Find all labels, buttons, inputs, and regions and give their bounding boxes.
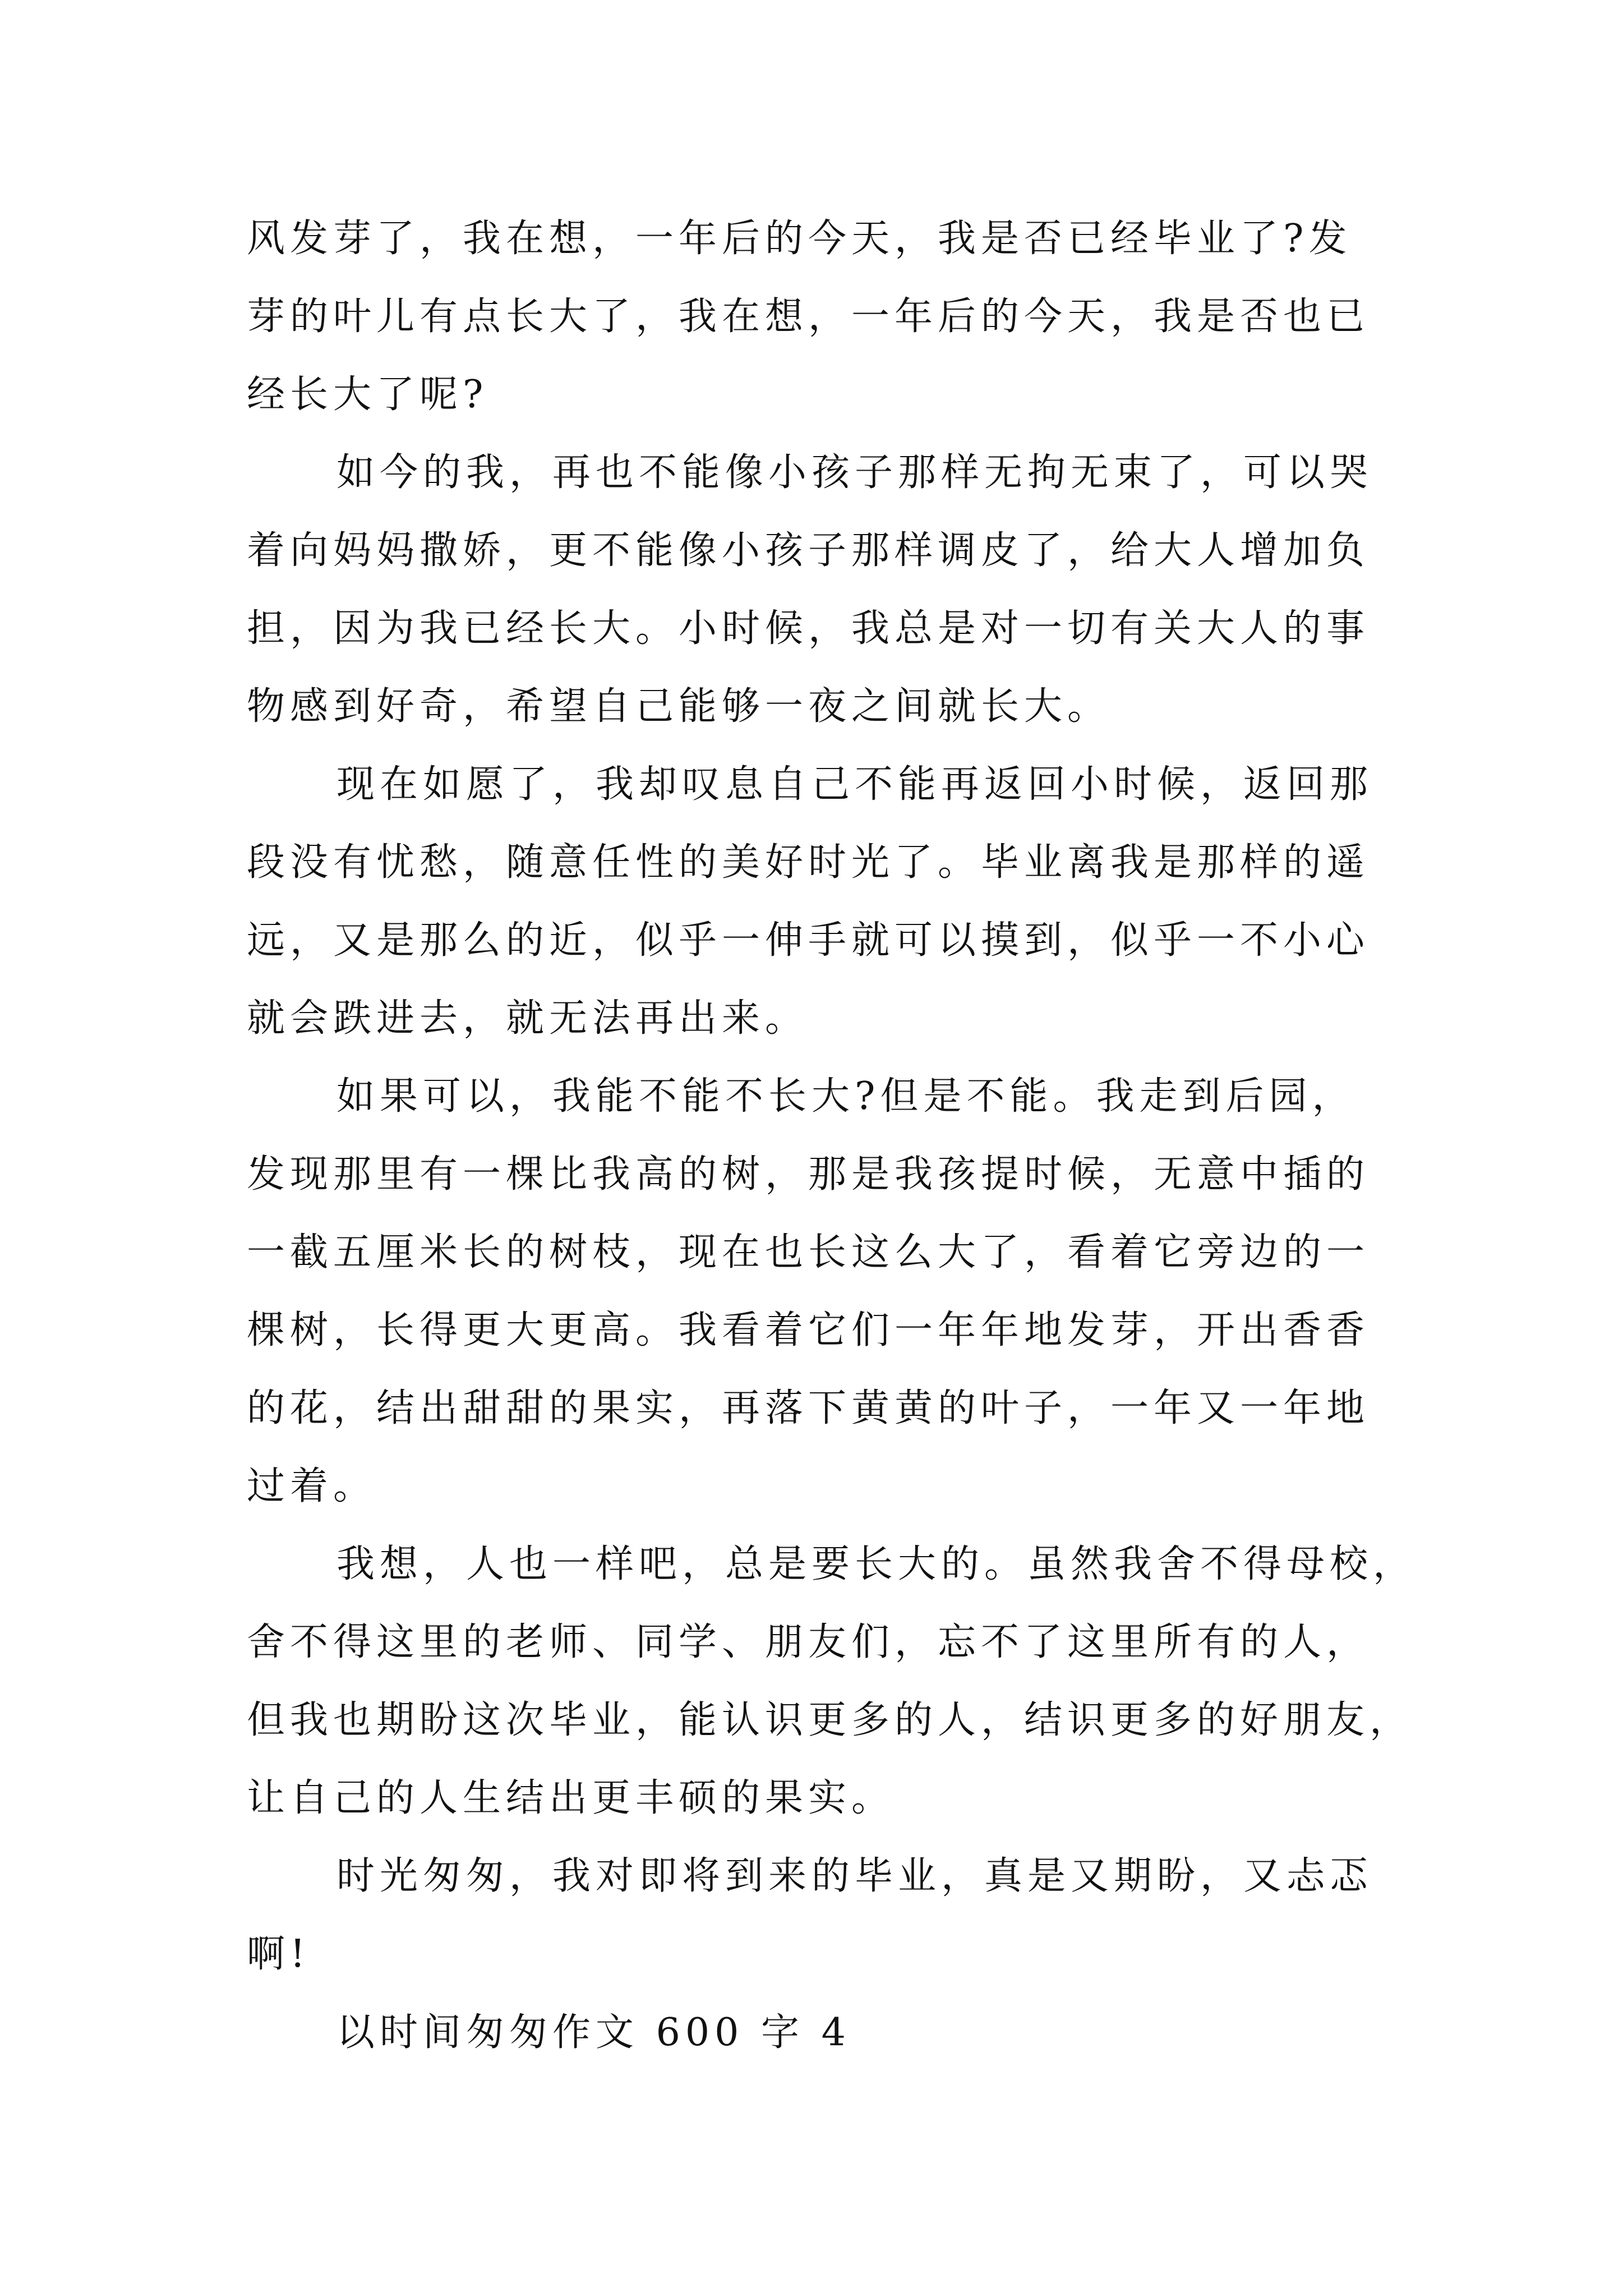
text-line: 啊! [247,1932,311,1976]
text-line: 担，因为我已经长大。小时候，我总是对一切有关大人的事 [247,606,1370,651]
text-line: 我想，人也一样吧，总是要长大的。虽然我舍不得母校， [336,1542,1417,1586]
text-line: 让自己的人生结出更丰硕的果实。 [247,1776,895,1820]
text-line: 现在如愿了，我却叹息自己不能再返回小时候，返回那 [336,762,1373,807]
text-line: 如果可以，我能不能不长大?但是不能。我走到后园， [336,1074,1355,1119]
text-line: 过着。 [247,1464,377,1508]
text-line: 舍不得这里的老师、同学、朋友们，忘不了这里所有的人， [247,1620,1370,1664]
text-line: 时光匆匆，我对即将到来的毕业，真是又期盼，又忐忑 [336,1854,1373,1898]
text-line: 远，又是那么的近，似乎一伸手就可以摸到，似乎一不小心 [247,918,1370,963]
text-line: 风发芽了，我在想，一年后的今天，我是否已经毕业了?发 [247,217,1352,261]
text-line: 如今的我，再也不能像小孩子那样无拘无束了，可以哭 [336,450,1373,495]
section-title: 以时间匆匆作文 600 字 4 [336,2010,851,2055]
text-line: 一截五厘米长的树枝，现在也长这么大了，看着它旁边的一 [247,1230,1370,1274]
text-line: 的花，结出甜甜的果实，再落下黄黄的叶子，一年又一年地 [247,1386,1370,1430]
text-line: 发现那里有一棵比我高的树，那是我孩提时候，无意中插的 [247,1152,1370,1197]
text-line: 着向妈妈撒娇，更不能像小孩子那样调皮了，给大人增加负 [247,528,1370,573]
text-line: 但我也期盼这次毕业，能认识更多的人，结识更多的好朋友， [247,1698,1413,1742]
text-line: 经长大了呢? [247,372,488,417]
text-line: 就会跌进去，就无法再出来。 [247,996,809,1041]
text-line: 段没有忧愁，随意任性的美好时光了。毕业离我是那样的遥 [247,840,1370,885]
text-line: 物感到好奇，希望自己能够一夜之间就长大。 [247,684,1111,729]
text-line: 棵树，长得更大更高。我看着它们一年年地发芽，开出香香 [247,1308,1370,1352]
text-line: 芽的叶儿有点长大了，我在想，一年后的今天，我是否也已 [247,295,1370,339]
